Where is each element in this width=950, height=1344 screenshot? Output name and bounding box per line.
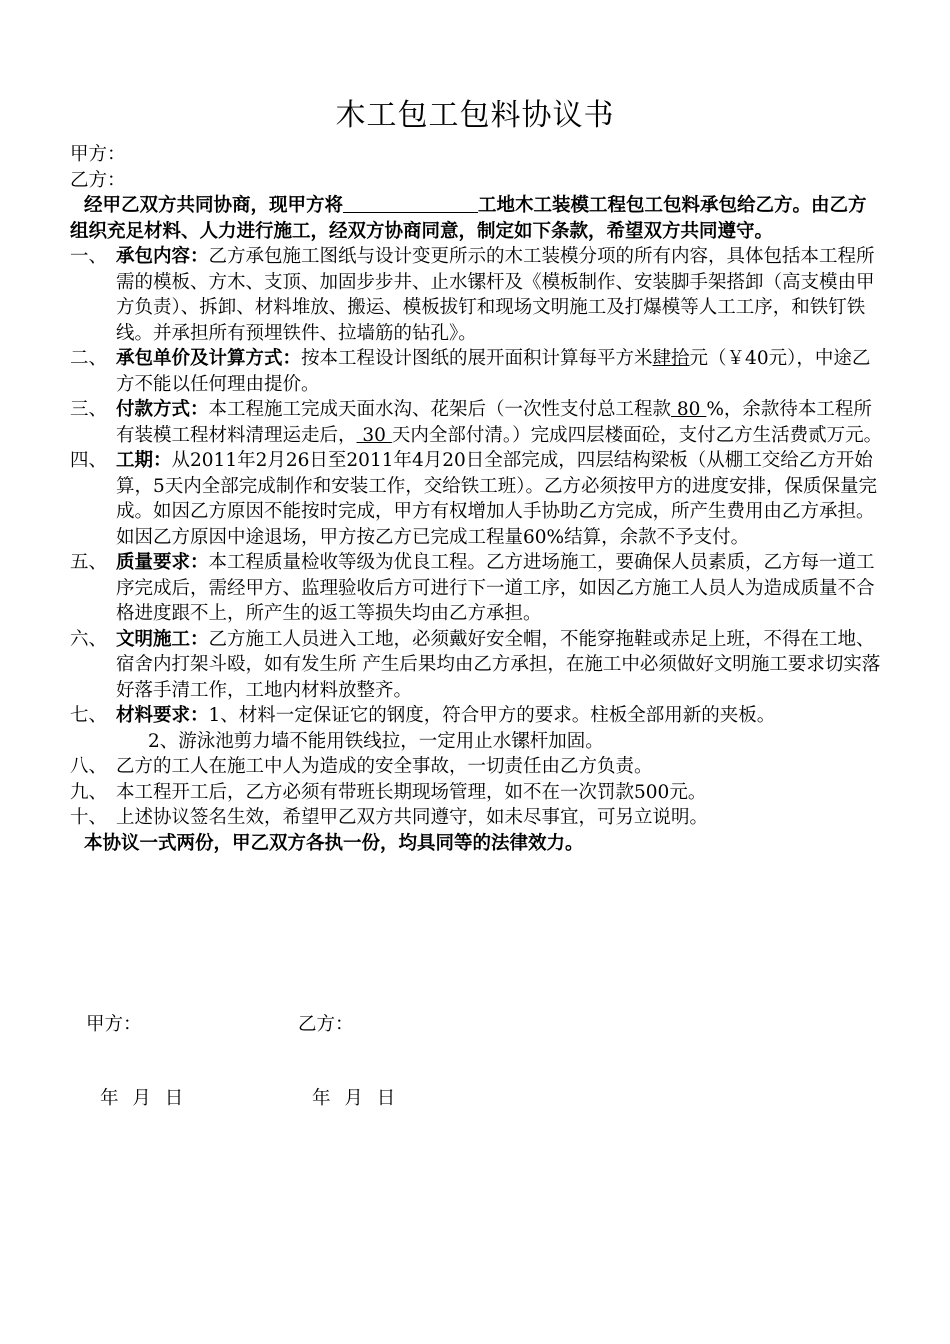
clause-text: 按本工程设计图纸的展开面积计算每平方米 <box>301 348 653 369</box>
clause-heading: 工期： <box>116 450 172 471</box>
clause-number: 五、 <box>70 552 108 573</box>
unit-price-value: 肆拾 <box>652 348 690 369</box>
clause-text: 本工程开工后，乙方必须有带班长期现场管理，如不在一次罚款500元。 <box>116 781 707 803</box>
date-party-b: 年 月 日 <box>312 1088 396 1109</box>
signature-row <box>86 1012 686 1042</box>
clause-text: 上述协议签名生效，希望甲乙双方共同遵守，如未尽事宜，可另立说明。 <box>116 807 709 828</box>
clause-heading: 材料要求： <box>116 705 209 726</box>
clause-text: %，余款待本工程所有装模工程材料清理运走后， <box>116 399 872 446</box>
clause-heading: 文明施工： <box>116 628 209 650</box>
clause-heading: 付款方式： <box>116 399 209 420</box>
clause-number: 二、 <box>70 348 108 369</box>
clause-text: 乙方承包施工图纸与设计变更所示的木工装模分项的所有内容，具体包括本工程所需的模板、方木、支顶、加固步步井、止水镙杆及《模板制作、安装脚手架搭卸（高支模由甲方负责）、拆卸、材料堆放、搬运、模板拔钉和现场文明施工及打爆模等人工工序，和铁钉铁线。并承担所有预埋铁件、拉墙筋的钻孔》。 <box>116 246 875 344</box>
payment-percent-value: 80 <box>671 399 707 420</box>
clause-heading: 承包单价及计算方式： <box>116 348 302 369</box>
clause-text: 本工程质量检收等级为优良工程。乙方进场施工，要确保人员素质，乙方每一道工序完成后，需经甲方、监理验收后方可进行下一道工序，如因乙方施工人员人为造成质量不合格进度跟不上，所产生的返工等损失均由乙方承担。 <box>116 552 875 624</box>
clause-5 <box>70 550 885 627</box>
clause-heading: 承包内容： <box>116 246 209 267</box>
intro-text-2: 工地木工装模工程包工包料承包给乙方。由乙方组织充足材料、人力进行施工，经双方协商同意，制定如下条款，希望双方共同遵守。 <box>70 195 867 242</box>
payment-days-value: 30 <box>356 424 392 446</box>
signature-party-a: 甲方： <box>86 1014 142 1035</box>
date-row <box>100 1086 700 1116</box>
clause-number: 三、 <box>70 399 108 420</box>
clause-text: 从2011年2月26日至2011年4月20日全部完成，四层结构梁板（从棚工交给乙方开始算，5天内全部完成制作和安装工作，交给铁工班）。乙方必须按甲方的进度安排，保质保量完成。如因乙方原因不能按时完成，甲方有权增加人手协助乙方完成，所产生费用由乙方承担。如因乙方原因中途退场，甲方按乙方已完成工程量60%结算，余款不予支付。 <box>116 450 878 548</box>
clause-number: 六、 <box>70 628 108 650</box>
site-name-blank <box>343 194 478 213</box>
clause-7 <box>70 703 885 729</box>
clause-number: 七、 <box>70 705 108 726</box>
clause-number: 九、 <box>70 781 108 803</box>
intro-paragraph <box>70 193 885 244</box>
clause-number: 一、 <box>70 246 108 267</box>
clause-text: 乙方的工人在施工中人为造成的安全事故，一切责任由乙方负责。 <box>116 756 653 777</box>
document-title: 木工包工包料协议书 <box>335 98 615 133</box>
party-a-line: 甲方： <box>70 144 126 165</box>
clause-4 <box>70 448 885 550</box>
clause-number: 八、 <box>70 756 108 777</box>
clause-number: 四、 <box>70 450 108 471</box>
document-body <box>70 142 885 856</box>
intro-text-1: 经甲乙双方共同协商，现甲方将 <box>84 195 344 216</box>
clause-3 <box>70 397 885 448</box>
clause-text: 天内全部付清。）完成四层楼面砼，支付乙方生活费贰万元。 <box>391 424 883 446</box>
clause-text: 元（￥40元），中途乙方不能以任何理由提价。 <box>116 348 871 395</box>
clause-heading: 质量要求： <box>116 552 209 573</box>
clause-7-item-2: 2、游泳池剪力墙不能用铁线拉，一定用止水镙杆加固。 <box>148 730 604 752</box>
clause-text: 乙方施工人员进入工地，必须戴好安全帽，不能穿拖鞋或赤足上班，不得在工地、宿舍内打架斗殴，如有发生所 产生后果均由乙方承担，在施工中必须做好文明施工要求切实落好落手清工作，工地内材料放整齐。 <box>116 628 881 701</box>
clause-text: 1、材料一定保证它的钢度，符合甲方的要求。柱板全部用新的夹板。 <box>208 705 776 726</box>
clause-6 <box>70 627 885 704</box>
party-b-line: 乙方： <box>70 169 126 191</box>
clause-10 <box>70 805 885 831</box>
clause-text: 本工程施工完成天面水沟、花架后（一次性支付总工程款 <box>208 399 672 420</box>
clause-9 <box>70 780 885 806</box>
clause-2 <box>70 346 885 397</box>
clause-number: 十、 <box>70 807 108 828</box>
date-party-a: 年 月 日 <box>100 1088 184 1109</box>
clause-8 <box>70 754 885 780</box>
clause-1 <box>70 244 885 346</box>
signature-party-b: 乙方： <box>298 1014 354 1035</box>
closing-statement: 本协议一式两份，甲乙双方各执一份，均具同等的法律效力。 <box>84 832 584 854</box>
